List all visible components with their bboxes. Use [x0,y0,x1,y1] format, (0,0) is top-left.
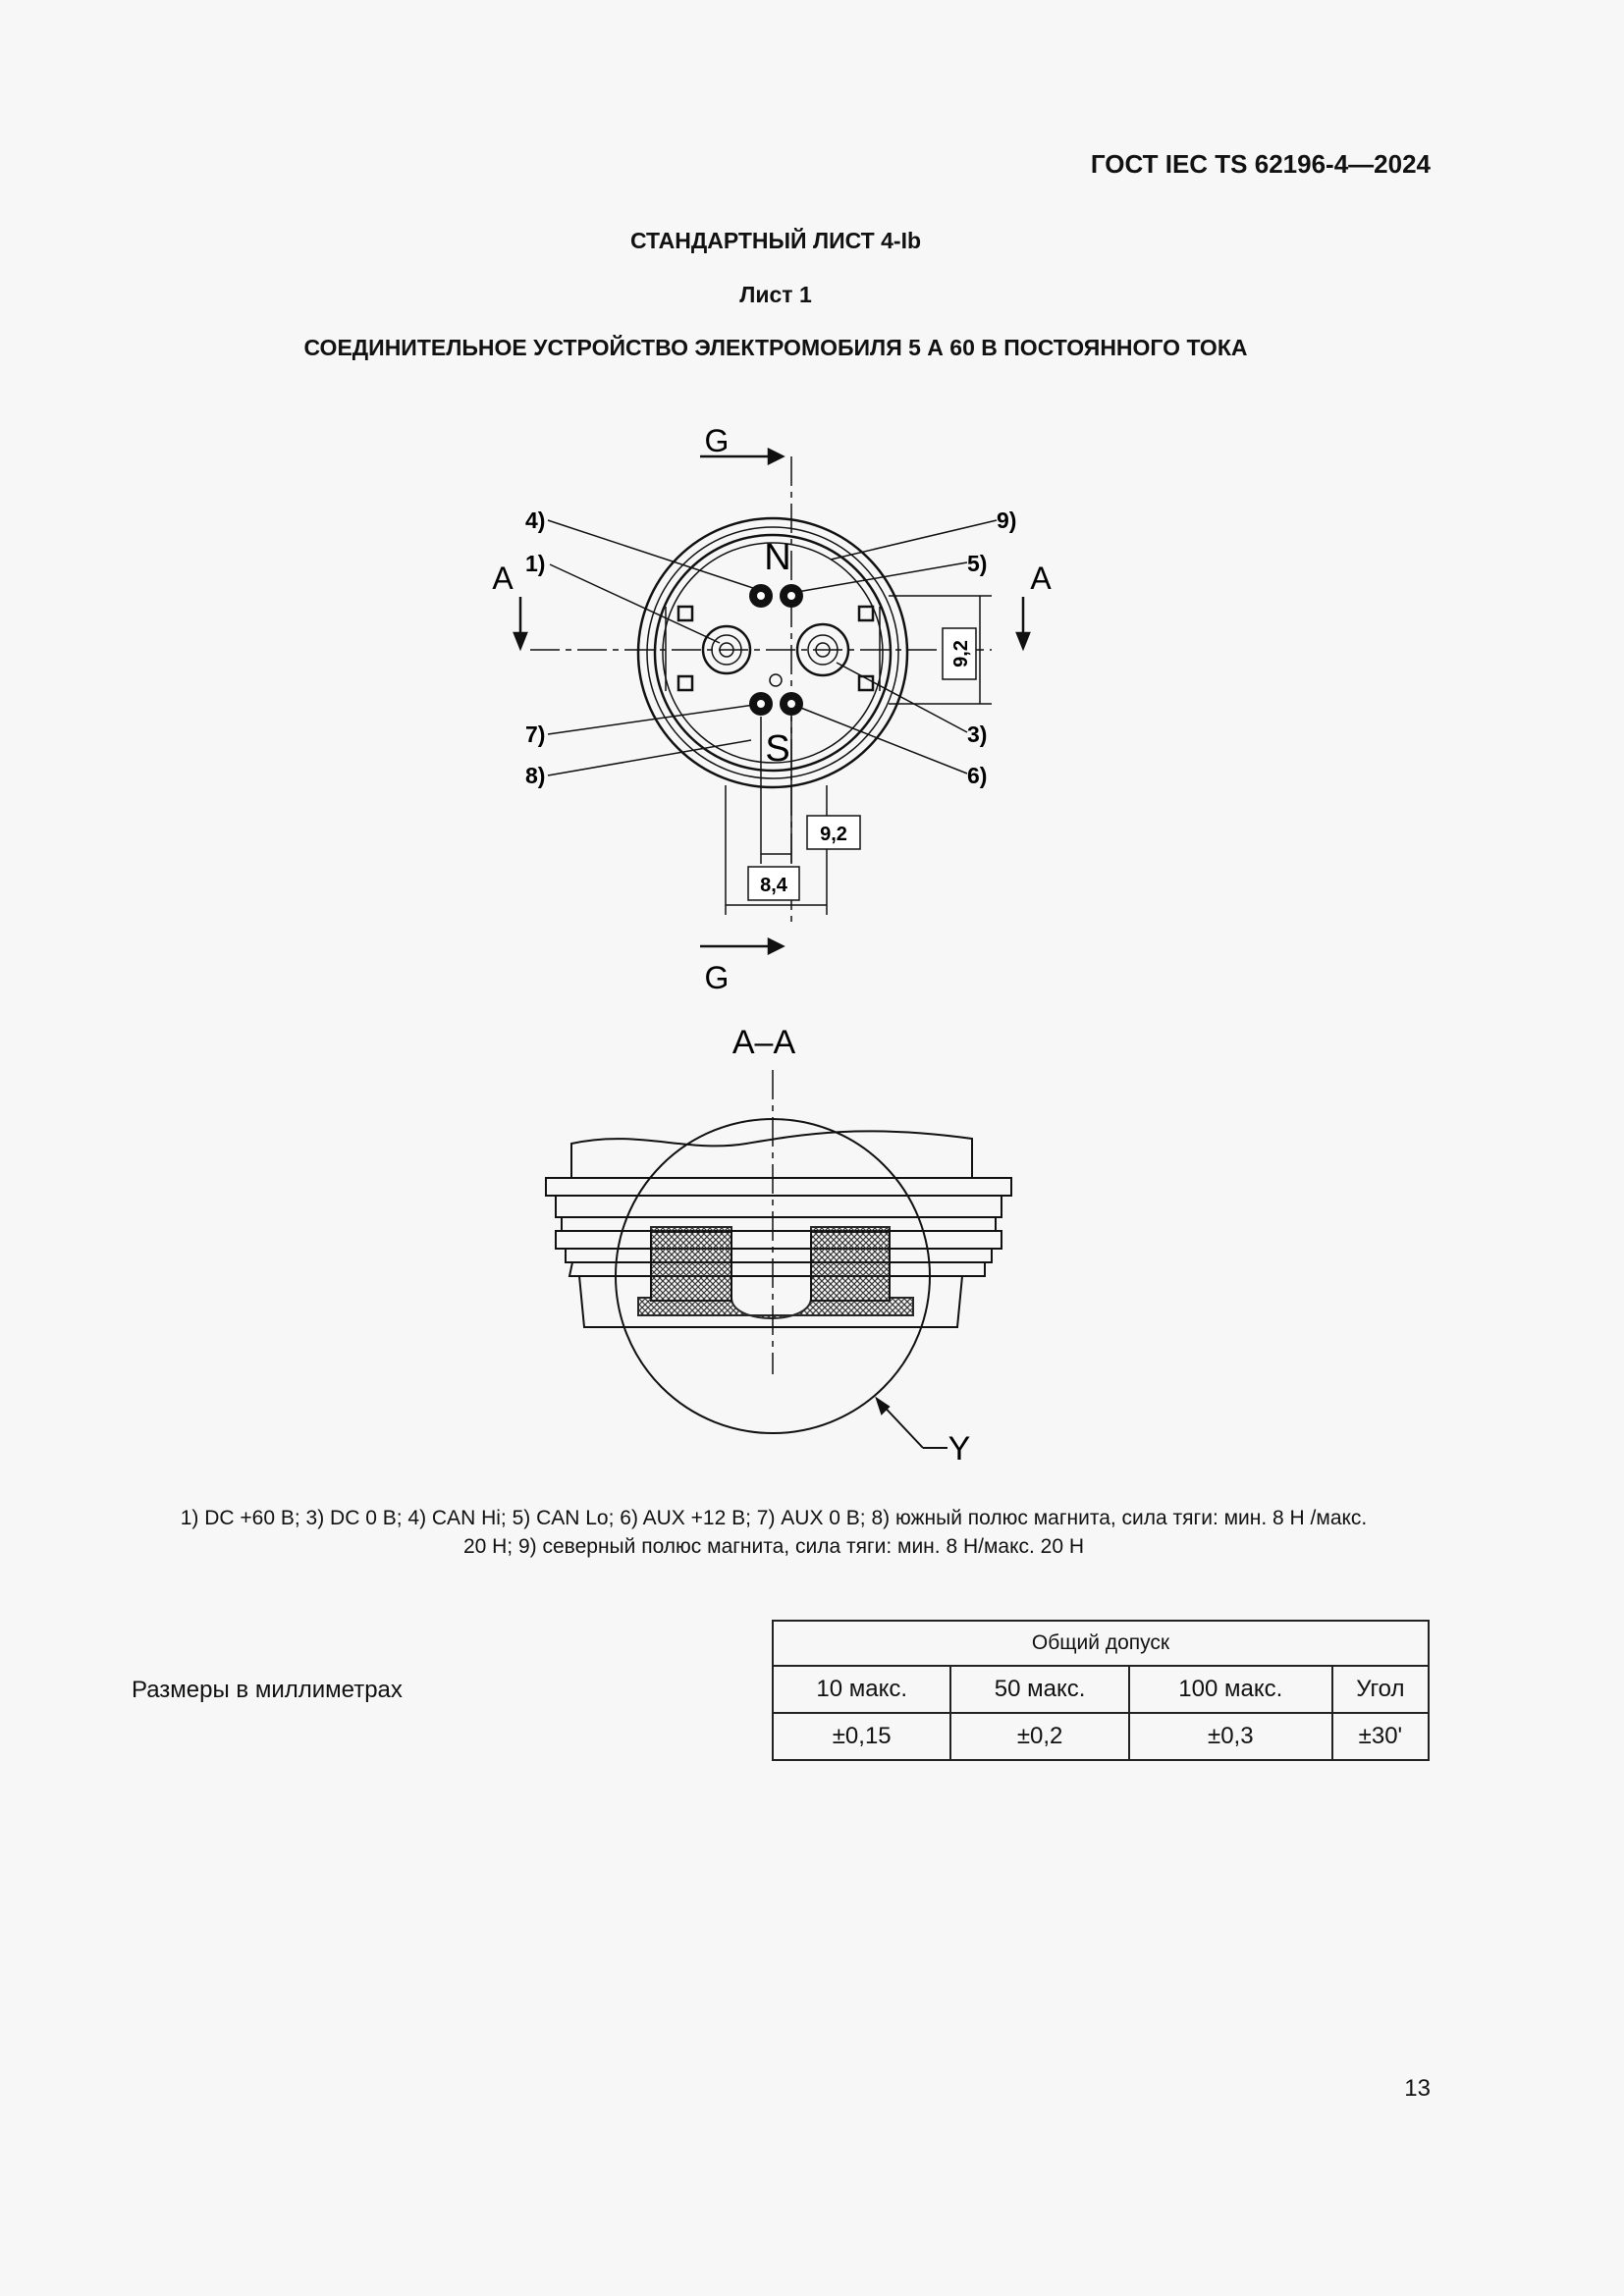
callout-1: 1) [525,551,546,576]
callout-3: 3) [967,721,988,747]
page-subtitle: Лист 1 [739,282,812,307]
dimensions-note: Размеры в миллиметрах [132,1677,403,1703]
tolerance-value: ±0,15 [773,1713,950,1760]
tolerance-header: Угол [1332,1666,1429,1713]
document-code: ГОСТ IEC TS 62196-4—2024 [1090,149,1431,179]
tolerance-header: 50 макс. [950,1666,1128,1713]
legend-line-2: 20 Н; 9) северный полюс магнита, сила тяги: мин. 8 Н/макс. 20 Н [462,1535,1085,1558]
section-aa-title: A–A [731,1024,796,1061]
tolerance-value: ±30' [1332,1713,1429,1760]
section-view [546,1070,1011,1448]
legend-line-1: 1) DC +60 В; 3) DC 0 В; 4) CAN Hi; 5) CAN Lo; 6) AUX +12 В; 7) AUX 0 В; 8) южный полюс магнита, сила тяги: мин. 8 Н /макс. [180,1507,1368,1529]
callout-9: 9) [997,507,1017,533]
south-marker: S [765,728,790,770]
page-number: 13 [1404,2075,1431,2102]
callout-6: 6) [967,763,988,788]
dim-vertical: 9,2 [950,640,972,667]
callout-8: 8) [525,763,546,788]
tolerance-title: Общий допуск [773,1621,1429,1666]
dim-horizontal-large: 8,4 [760,875,787,896]
north-marker: N [764,537,791,578]
dim-horizontal-small: 9,2 [820,824,847,845]
tolerance-header: 100 макс. [1129,1666,1332,1713]
tolerance-header: 10 макс. [773,1666,950,1713]
sheet-title: СТАНДАРТНЫЙ ЛИСТ 4-Ib [629,228,922,253]
tolerance-value: ±0,3 [1129,1713,1332,1760]
callout-5: 5) [967,551,988,576]
tolerance-value: ±0,2 [950,1713,1128,1760]
tolerance-table [772,1620,1430,1761]
callout-7: 7) [525,721,546,747]
callout-4: 4) [525,507,546,533]
pin-legend [116,1504,1432,1561]
main-title: СОЕДИНИТЕЛЬНОЕ УСТРОЙСТВО ЭЛЕКТРОМОБИЛЯ 5 А 60 В ПОСТОЯННОГО ТОКА [303,335,1248,360]
section-g-bottom: G [704,960,730,995]
detail-y: Y [947,1430,971,1468]
section-a-left: A [492,561,514,596]
section-a-right: A [1030,561,1052,596]
section-g-top: G [704,423,730,458]
